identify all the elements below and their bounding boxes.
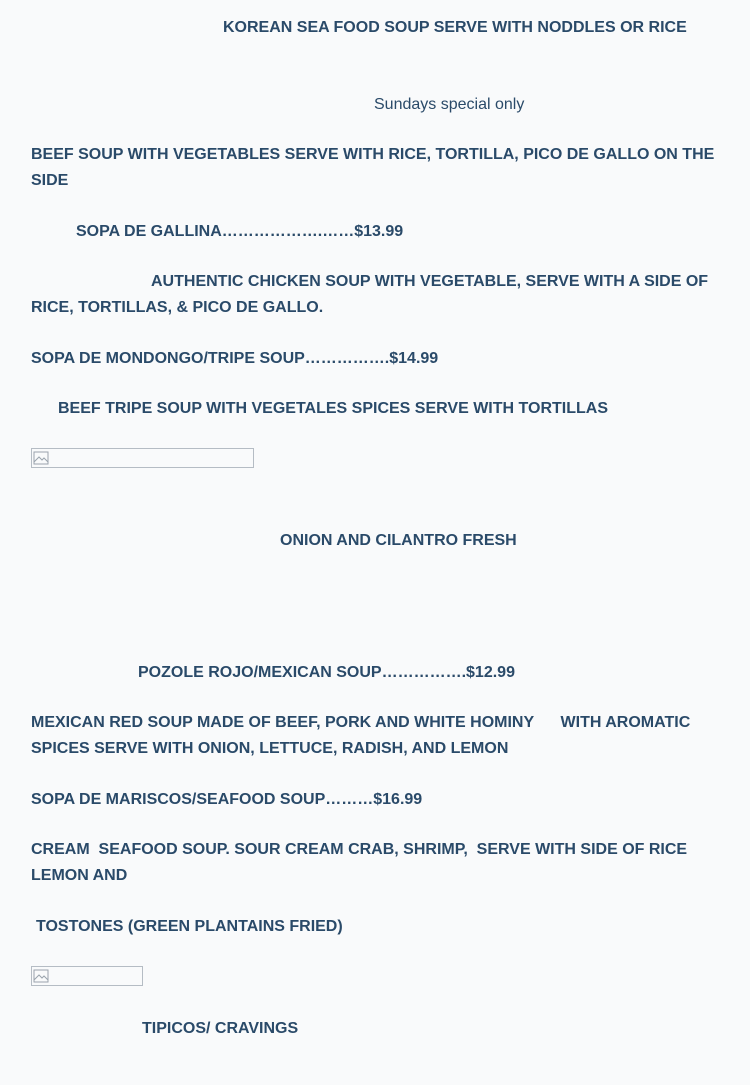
pozole-description: MEXICAN RED SOUP MADE OF BEEF, PORK AND WHITE HOMINY WITH AROMATIC SPICES SERVE WITH ONION, LETTUCE, RADISH, AND LEMON bbox=[31, 714, 695, 757]
beef-soup-description: BEEF SOUP WITH VEGETABLES SERVE WITH RICE, TORTILLA, PICO DE GALLO ON THE SIDE bbox=[31, 146, 715, 189]
sopa-de-mariscos-item: SOPA DE MARISCOS/SEAFOOD SOUP………$16.99 bbox=[31, 791, 423, 808]
broken-image-icon bbox=[33, 968, 49, 984]
tipicos-cravings-heading: TIPICOS/ CRAVINGS bbox=[142, 1020, 299, 1037]
broken-image-icon bbox=[33, 450, 49, 466]
sopa-de-mondongo-item: SOPA DE MONDONGO/TRIPE SOUP…………….$14.99 bbox=[31, 350, 439, 367]
korean-seafood-soup-line: KOREAN SEA FOOD SOUP SERVE WITH NODDLES OR RICE bbox=[223, 19, 687, 36]
onion-cilantro-line: ONION AND CILANTRO FRESH bbox=[280, 532, 517, 549]
sundays-special-note: Sundays special only bbox=[374, 96, 525, 113]
chicken-soup-description: AUTHENTIC CHICKEN SOUP WITH VEGETABLE, SERVE WITH A SIDE OF RICE, TORTILLAS, & PICO DE GALLO. bbox=[31, 273, 709, 316]
tripe-soup-description: BEEF TRIPE SOUP WITH VEGETALES SPICES SERVE WITH TORTILLAS bbox=[58, 400, 608, 417]
sopa-de-gallina-item: SOPA DE GALLINA……………….……$13.99 bbox=[76, 223, 404, 240]
broken-image-placeholder bbox=[31, 966, 143, 986]
pozole-rojo-item: POZOLE ROJO/MEXICAN SOUP…………….$12.99 bbox=[138, 664, 515, 681]
broken-image-placeholder bbox=[31, 448, 254, 468]
tostones-line: TOSTONES (GREEN PLANTAINS FRIED) bbox=[36, 918, 343, 935]
cream-seafood-description: CREAM SEAFOOD SOUP. SOUR CREAM CRAB, SHRIMP, SERVE WITH SIDE OF RICE LEMON AND bbox=[31, 841, 692, 884]
